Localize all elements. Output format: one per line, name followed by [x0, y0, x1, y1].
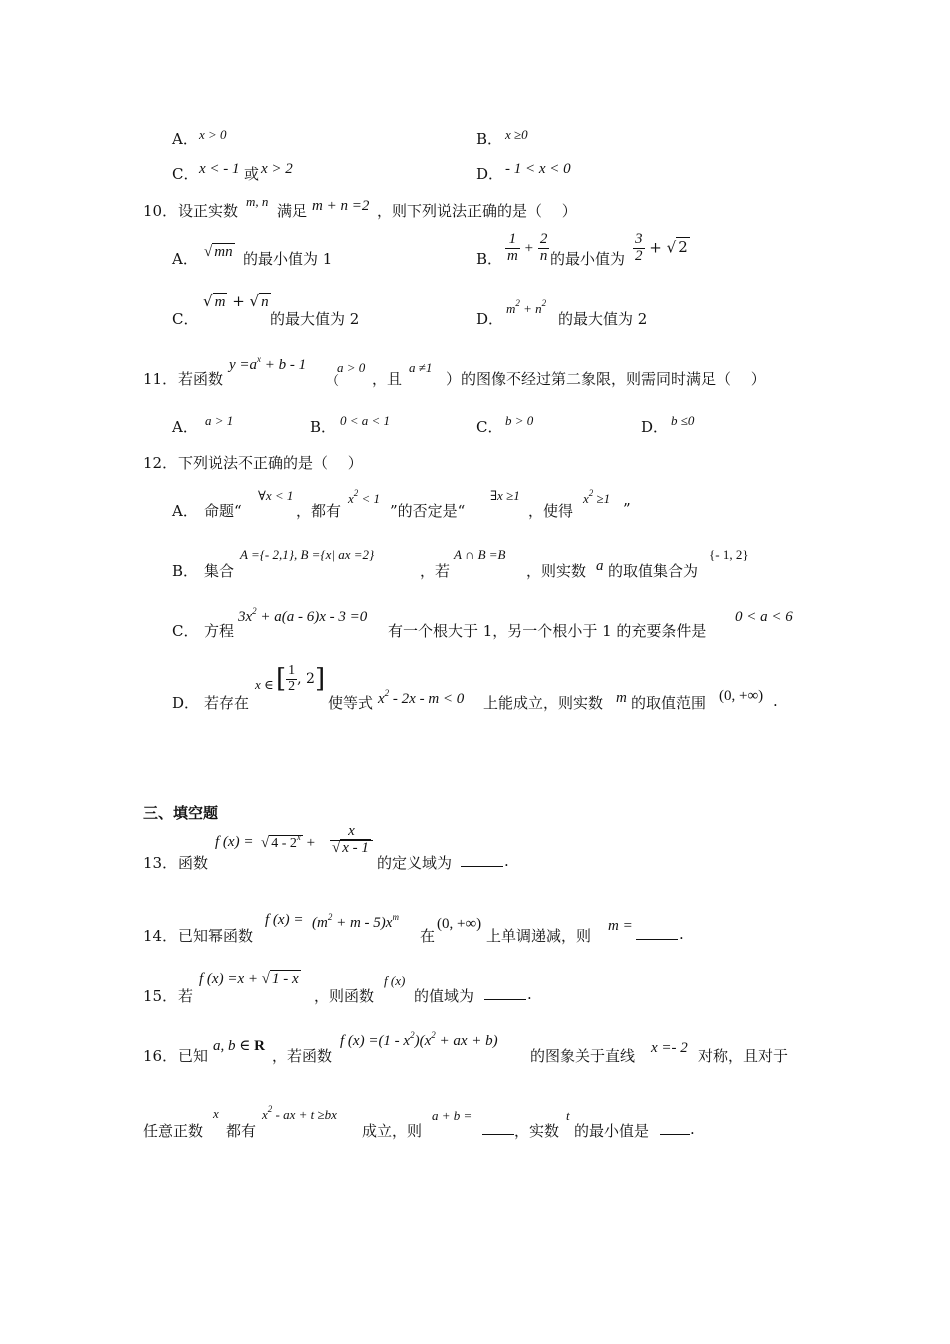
- option-expr: x > 0: [199, 127, 227, 142]
- fraction-numerator: x: [348, 823, 355, 839]
- option-text: 的最大值为 2: [558, 310, 648, 328]
- radicand: 4 - 2: [271, 836, 297, 851]
- option-label: A．: [172, 130, 198, 148]
- math-expr: ∃x ≥1: [490, 488, 520, 503]
- option-label: C．: [476, 418, 503, 436]
- question-text: 的图象关于直线: [530, 1047, 636, 1065]
- superscript: 2: [267, 1104, 273, 1114]
- math-expr: m + n =2: [312, 198, 370, 214]
- math-expr: m =: [608, 918, 633, 934]
- math-expr: 0 < a < 6: [735, 609, 793, 625]
- option-expr: b > 0: [505, 413, 534, 428]
- math-expr: f (x) =: [340, 1033, 379, 1049]
- math-expr: x =- 2: [651, 1040, 688, 1056]
- math-expr: f (x) =: [265, 912, 304, 928]
- superscript: 2: [541, 298, 547, 308]
- option-text: ”的否定是“: [390, 502, 466, 520]
- superscript: 2: [410, 1030, 415, 1040]
- question-text: .: [527, 985, 532, 1003]
- math-expr: )(x: [414, 1033, 432, 1049]
- answer-blank[interactable]: [484, 985, 526, 1000]
- option-text: 的最小值为: [550, 250, 626, 268]
- math-expr: (m: [312, 915, 328, 931]
- question-text: 的值域为: [414, 987, 475, 1005]
- math-expr: f (x) =x +: [199, 971, 262, 987]
- option-label: B．: [476, 130, 503, 148]
- math-expr: f (x) =: [215, 834, 254, 850]
- math-expr: x: [583, 491, 589, 506]
- math-expr: m: [506, 301, 516, 316]
- question-text: .: [690, 1120, 695, 1138]
- math-expr: a > 0: [337, 360, 366, 375]
- question-text: 下列说法不正确的是（ ）: [178, 454, 363, 472]
- option-text: 的取值集合为: [608, 562, 699, 580]
- option-label: D．: [172, 694, 200, 712]
- question-text: .: [504, 852, 509, 870]
- fraction-denominator: n: [539, 247, 548, 264]
- option-expr: x ≥0: [505, 127, 528, 142]
- option-text: ，若: [420, 562, 451, 580]
- fraction-denominator: 2: [288, 678, 296, 694]
- question-text: 函数: [178, 854, 209, 872]
- option-text: 命题“: [204, 502, 242, 520]
- superscript: m: [392, 912, 399, 922]
- math-expr: A ={- 2,1}, B ={x| ax =2}: [240, 547, 375, 562]
- math-expr: x: [213, 1106, 219, 1121]
- option-text: 方程: [204, 622, 235, 640]
- math-expr: t: [566, 1108, 570, 1123]
- math-expr: a ≠1: [409, 360, 433, 375]
- answer-blank[interactable]: [636, 925, 678, 940]
- question-text: ，若函数: [272, 1047, 333, 1065]
- option-text: 集合: [204, 562, 235, 580]
- fraction-numerator: 2: [539, 231, 548, 247]
- answer-blank[interactable]: [461, 852, 503, 867]
- question-number: 14．: [143, 927, 178, 945]
- question-number: 10．: [143, 202, 178, 220]
- math-expr: y =a: [229, 357, 258, 373]
- question-number: 15．: [143, 987, 178, 1005]
- option-expr: 0 < a < 1: [340, 413, 391, 428]
- answer-blank[interactable]: [660, 1120, 690, 1135]
- math-expr: x: [378, 691, 385, 707]
- radicand: n: [261, 294, 269, 310]
- fraction-numerator: 1: [508, 231, 517, 247]
- question-text: ，实数: [514, 1122, 560, 1140]
- math-expr: - 2x - m < 0: [389, 691, 465, 707]
- option-label: B．: [476, 250, 503, 268]
- question-number: 13．: [143, 854, 178, 872]
- option-text: ，都有: [296, 502, 342, 520]
- math-expr: (0, +∞): [437, 916, 482, 932]
- question-number: 11．: [143, 370, 178, 388]
- math-expr: ≥1: [593, 491, 611, 506]
- option-label: A．: [172, 502, 198, 520]
- math-expr: x: [262, 1107, 268, 1122]
- question-text: 已知幂函数: [178, 927, 254, 945]
- math-expr: a, b ∈: [213, 1038, 255, 1054]
- question-text: ）的图像不经过第二象限，则需同时满足（ ）: [446, 370, 766, 388]
- superscript: x: [257, 354, 262, 364]
- option-label: C．: [172, 310, 199, 328]
- superscript: 2: [384, 688, 390, 698]
- fraction-denominator: m: [507, 247, 518, 264]
- math-expr: , 2: [297, 671, 315, 688]
- question-text: 成立，则: [362, 1122, 423, 1140]
- option-expr: x < - 1: [199, 161, 240, 177]
- option-text: 有一个根大于 1，另一个根小于 1 的充要条件是: [388, 622, 707, 640]
- math-expr: f (x): [384, 973, 406, 988]
- question-text: ，且: [372, 370, 403, 388]
- math-expr: x: [348, 491, 354, 506]
- option-label: A．: [172, 250, 198, 268]
- option-text: 的最大值为 2: [270, 310, 360, 328]
- option-text: 上能成立，则实数: [483, 694, 604, 712]
- option-text: 若存在: [204, 694, 250, 712]
- option-label: C．: [172, 622, 199, 640]
- superscript: 2: [327, 912, 333, 922]
- option-text: ”: [623, 500, 631, 518]
- superscript: 2: [252, 606, 257, 616]
- math-expr: m, n: [246, 194, 269, 209]
- option-expr: x > 2: [261, 161, 293, 177]
- question-text: 设正实数: [178, 202, 239, 220]
- math-expr: 3x: [238, 609, 253, 625]
- math-expr: + m - 5): [332, 915, 386, 931]
- math-var: a: [596, 558, 604, 574]
- operator: +: [649, 238, 662, 257]
- option-label: A．: [172, 418, 198, 436]
- question-text: 的定义域为: [377, 854, 453, 872]
- fraction-denominator: x - 1: [342, 839, 369, 856]
- question-text: 都有: [226, 1122, 257, 1140]
- math-expr: {- 1, 2}: [709, 547, 749, 562]
- question-text: 对称，且对于: [698, 1047, 789, 1065]
- option-label: D．: [476, 310, 504, 328]
- math-expr: A ∩ B =B: [454, 547, 506, 562]
- math-expr: + n: [519, 301, 542, 316]
- option-text: 的取值范围: [631, 694, 707, 712]
- option-text: 的最小值为 1: [243, 250, 333, 268]
- question-text: 已知: [178, 1047, 209, 1065]
- option-label: D．: [641, 418, 669, 436]
- radicand: mn: [214, 244, 233, 260]
- option-text: .: [773, 692, 778, 710]
- superscript: 2: [353, 488, 359, 498]
- math-expr: + b - 1: [261, 357, 307, 373]
- fraction-numerator: 1: [288, 663, 296, 678]
- question-text: 上单调递减，则: [486, 927, 592, 945]
- question-text: .: [679, 925, 684, 943]
- option-expr: a > 1: [205, 413, 234, 428]
- math-expr: a + b =: [432, 1108, 473, 1123]
- question-text: （: [326, 374, 340, 389]
- math-expr: + a(a - 6)x - 3 =0: [256, 609, 368, 625]
- fraction-numerator: 3: [635, 231, 643, 247]
- radicand: 2: [678, 238, 688, 257]
- option-expr: b ≤0: [671, 413, 695, 428]
- radicand: 1 - x: [271, 971, 299, 987]
- question-text: 的最小值是: [574, 1122, 650, 1140]
- question-number: 16．: [143, 1047, 178, 1065]
- question-text: ，则下列说法正确的是（ ）: [377, 202, 577, 220]
- operator: +: [302, 835, 316, 851]
- superscript: 2: [588, 488, 594, 498]
- answer-blank[interactable]: [482, 1120, 514, 1135]
- superscript: 2: [515, 298, 520, 308]
- option-text: 或: [244, 165, 260, 183]
- math-expr: < 1: [358, 491, 381, 506]
- superscript: 2: [431, 1030, 436, 1040]
- option-text: ，则实数: [526, 562, 587, 580]
- fraction-denominator: 2: [635, 247, 643, 264]
- math-expr: (0, +∞): [719, 688, 764, 704]
- question-text: 任意正数: [143, 1122, 204, 1140]
- operator: +: [232, 292, 245, 310]
- option-text: ，使得: [528, 502, 574, 520]
- math-expr: (1 - x: [378, 1033, 411, 1049]
- operator: +: [524, 240, 534, 257]
- option-label: B．: [310, 418, 337, 436]
- superscript: x: [296, 832, 301, 842]
- option-label: B．: [172, 562, 199, 580]
- question-text: 若: [178, 987, 194, 1005]
- question-number: 12．: [143, 454, 178, 472]
- math-expr: R: [254, 1038, 265, 1054]
- math-var: m: [616, 690, 627, 706]
- math-expr: x ∈: [255, 677, 274, 692]
- radicand: m: [214, 294, 226, 310]
- option-expr: - 1 < x < 0: [505, 161, 571, 177]
- math-expr: x: [385, 915, 393, 931]
- math-expr: + ax + b): [435, 1033, 498, 1049]
- section-title: 三、填空题: [143, 804, 219, 822]
- math-expr: - ax + t ≥bx: [272, 1107, 337, 1122]
- question-text: ，则函数: [314, 987, 375, 1005]
- option-text: 使等式: [328, 694, 374, 712]
- math-expr: ∀x < 1: [258, 488, 294, 503]
- question-text: 若函数: [178, 370, 224, 388]
- option-label: C．: [172, 165, 199, 183]
- question-text: 满足: [277, 202, 308, 220]
- option-label: D．: [476, 165, 504, 183]
- question-text: 在: [420, 927, 436, 945]
